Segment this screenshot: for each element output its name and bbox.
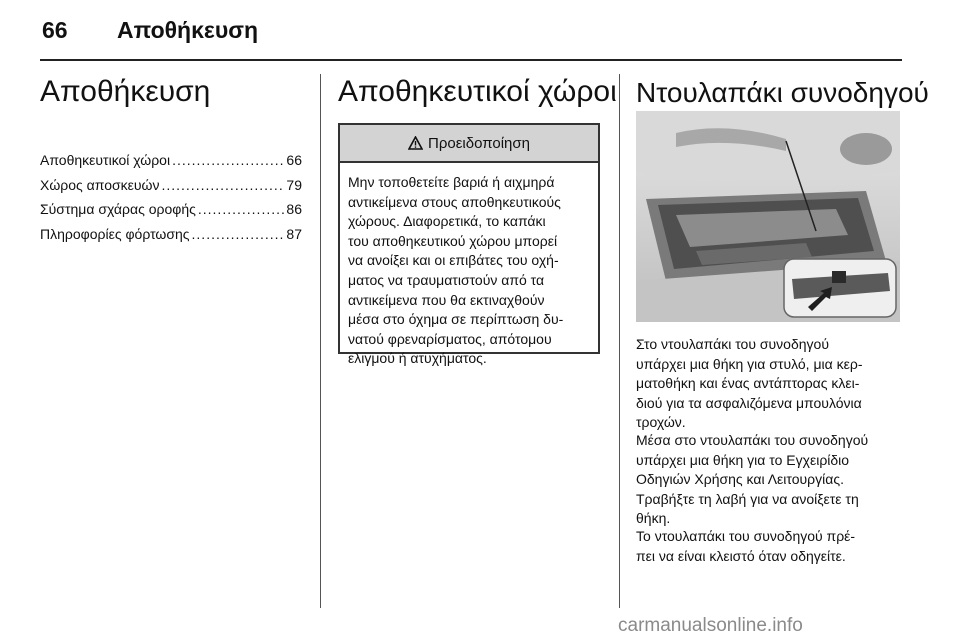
chapter-title: Αποθήκευση [40,75,211,108]
section-title-glovebox: Ντουλαπάκι συνοδηγού [636,77,929,108]
glovebox-illustration [636,111,900,322]
toc-entry[interactable]: Χώρος αποσκευών ..... 79 [40,173,302,198]
column-divider-left [320,74,321,608]
watermark: carmanualsonline.info [618,615,803,636]
warning-text: Μην τοποθετείτε βαριά ή αιχμηρά αντικείμενα στους αποθηκευτικούς χώρους. Διαφορετικά, το καπάκι του αποθηκευτικού χώρου μπορεί να ανοίξει και οι επιβάτες του οχή- ματος να τραυματιστούν από τα αντικείμενα που θα εκτιναχθούν μέσα στο όχημα σε περίπτωση δυ- νατού φρεναρίσματος, απότομου ελιγμού ή ατυχήματος. [348,174,564,367]
warning-header [340,125,598,163]
page-header [0,0,960,60]
toc-entry[interactable]: Αποθηκευτικοί χώροι ..... 66 [40,148,302,173]
glovebox-paragraph-1: Στο ντουλαπάκι του συνοδηγού υπάρχει μια θήκη για στυλό, μια κερ- ματοθήκη και ένας αντάπτορας κλει- διού για τα ασφαλιζόμενα μπουλόνια τροχών. [636,336,863,431]
warning-triangle-icon [408,136,423,150]
toc-entry[interactable]: Σύστημα σχάρας οροφής ..... 86 [40,197,302,222]
glovebox-paragraph-2: Μέσα στο ντουλαπάκι του συνοδηγού υπάρχει μια θήκη για το Εγχειρίδιο Οδηγιών Χρήσης και Λειτουργίας. Τραβήξτε τη λαβή για να ανοίξετε τη θήκη. [636,432,869,527]
table-of-contents [40,148,302,246]
glovebox-paragraph-3: Το ντουλαπάκι του συνοδηγού πρέ- πει να είναι κλειστό όταν οδηγείτε. [636,528,856,564]
section-title-storage: Αποθηκευτικοί χώροι [338,75,617,108]
warning-box [338,123,600,367]
header-rule [40,59,902,61]
toc-entry[interactable]: Πληροφορίες φόρτωσης ..... 87 [40,222,302,247]
column-divider-right [619,74,620,608]
warning-heading: Προειδοποίηση [428,134,530,152]
page-number: 66 [42,17,68,43]
running-title: Αποθήκευση [117,17,259,43]
